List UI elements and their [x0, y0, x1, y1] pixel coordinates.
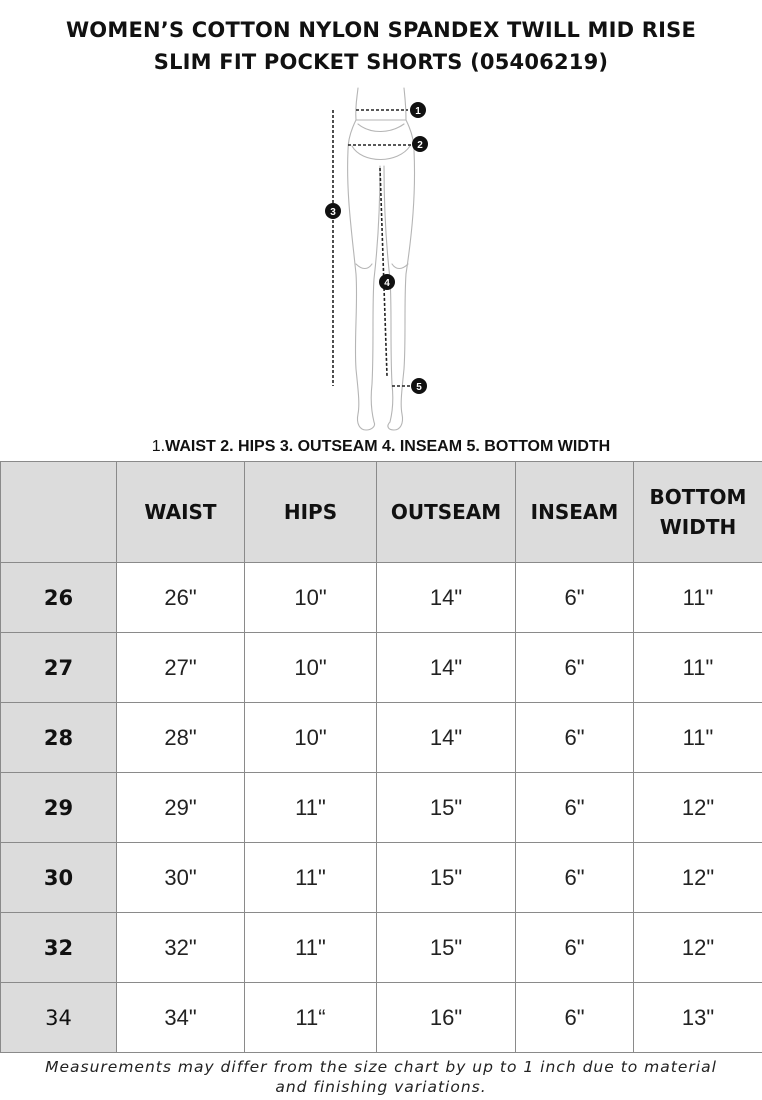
table-row: [1, 633, 762, 703]
table-row: [1, 913, 762, 983]
table-row: [1, 843, 762, 913]
measurement-legend: [0, 436, 762, 458]
table-row: [1, 703, 762, 773]
waist-cell: 29": [117, 773, 245, 843]
svg-text:3: 3: [330, 207, 336, 218]
inseam-cell: 6": [516, 913, 634, 983]
waist-cell: 34": [117, 983, 245, 1053]
title-line-2: SLIM FIT POCKET SHORTS (05406219): [153, 50, 609, 74]
svg-text:4: 4: [384, 278, 390, 289]
size-cell: 28: [1, 703, 117, 773]
inseam-cell: 6": [516, 563, 634, 633]
header-corner: [1, 462, 117, 563]
table-row: [1, 563, 762, 633]
measurement-figure: [300, 84, 450, 434]
header-outseam: OUTSEAM: [377, 462, 516, 563]
inseam-cell: 6": [516, 703, 634, 773]
bottom-width-cell: 11": [634, 563, 762, 633]
size-cell: 30: [1, 843, 117, 913]
page-title: [0, 14, 762, 78]
legend-first-number: 1.: [151, 438, 166, 455]
outseam-cell: 14": [377, 563, 516, 633]
title-line-1: WOMEN’S COTTON NYLON SPANDEX TWILL MID RISE: [65, 18, 697, 42]
svg-text:2: 2: [417, 140, 423, 151]
svg-text:5: 5: [416, 382, 422, 393]
header-bottom-width: BOTTOM WIDTH: [634, 462, 762, 563]
outseam-cell: 15": [377, 913, 516, 983]
hips-cell: 10": [245, 563, 377, 633]
disclaimer-line-1: Measurements may differ from the size chart by up to 1 inch due to material: [45, 1058, 717, 1076]
legs-silhouette-illustration: [300, 84, 450, 434]
size-chart-table: [0, 461, 762, 1053]
legend-items: WAIST 2. HIPS 3. OUTSEAM 4. INSEAM 5. BOTTOM WIDTH: [165, 438, 611, 455]
inseam-cell: 6": [516, 983, 634, 1053]
table-row: [1, 773, 762, 843]
bottom-width-cell: 12": [634, 913, 762, 983]
size-cell: 32: [1, 913, 117, 983]
bottom-width-cell: 12": [634, 843, 762, 913]
outseam-cell: 15": [377, 773, 516, 843]
inseam-cell: 6": [516, 843, 634, 913]
waist-cell: 32": [117, 913, 245, 983]
table-header-row: [1, 462, 762, 563]
hips-cell: 10": [245, 633, 377, 703]
waist-cell: 27": [117, 633, 245, 703]
disclaimer-line-2: and finishing variations.: [275, 1078, 487, 1096]
hips-cell: 11": [245, 773, 377, 843]
table-row: [1, 983, 762, 1053]
size-cell: 29: [1, 773, 117, 843]
waist-cell: 30": [117, 843, 245, 913]
measurement-disclaimer: [0, 1057, 762, 1097]
outseam-cell: 16": [377, 983, 516, 1053]
size-cell: 34: [1, 983, 117, 1053]
bottom-width-cell: 13": [634, 983, 762, 1053]
waist-cell: 26": [117, 563, 245, 633]
outseam-cell: 14": [377, 703, 516, 773]
outseam-cell: 15": [377, 843, 516, 913]
hips-cell: 11": [245, 843, 377, 913]
hips-cell: 10": [245, 703, 377, 773]
header-hips: HIPS: [245, 462, 377, 563]
header-waist: WAIST: [117, 462, 245, 563]
svg-text:1: 1: [415, 106, 421, 117]
bottom-width-cell: 11": [634, 633, 762, 703]
bottom-width-cell: 11": [634, 703, 762, 773]
size-cell: 26: [1, 563, 117, 633]
size-cell: 27: [1, 633, 117, 703]
hips-cell: 11": [245, 913, 377, 983]
bottom-width-cell: 12": [634, 773, 762, 843]
outseam-cell: 14": [377, 633, 516, 703]
inseam-cell: 6": [516, 773, 634, 843]
hips-cell: 11“: [245, 983, 377, 1053]
waist-cell: 28": [117, 703, 245, 773]
header-inseam: INSEAM: [516, 462, 634, 563]
inseam-cell: 6": [516, 633, 634, 703]
